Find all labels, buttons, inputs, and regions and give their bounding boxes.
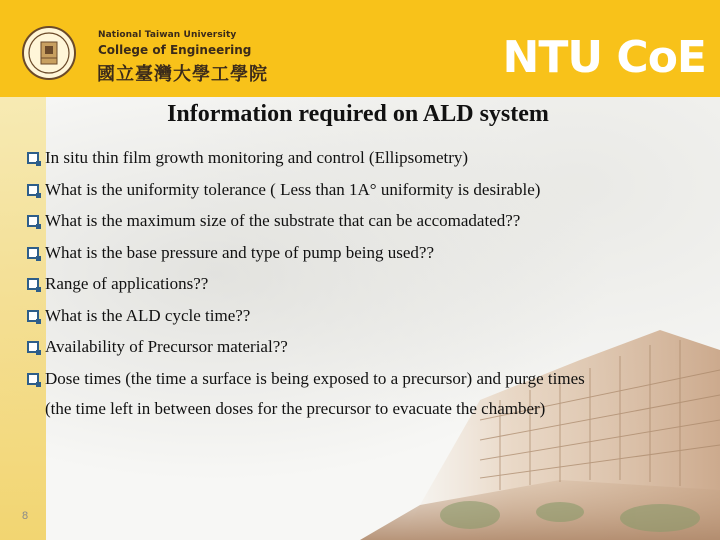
list-item xyxy=(27,367,707,430)
list-item xyxy=(27,304,707,336)
checkbox-bullet-icon xyxy=(27,215,39,227)
bullet-list xyxy=(27,146,707,430)
chinese-college-name: 國立臺灣大學工學院 xyxy=(97,64,268,85)
college-name: College of Engineering xyxy=(98,43,252,57)
slide-title: Information required on ALD system xyxy=(167,101,549,127)
header-banner xyxy=(0,0,720,97)
list-item xyxy=(27,209,707,241)
checkbox-bullet-icon xyxy=(27,184,39,196)
checkbox-bullet-icon xyxy=(27,152,39,164)
checkbox-bullet-icon xyxy=(27,278,39,290)
list-item xyxy=(27,335,707,367)
bullet-text: What is the maximum size of the substrate that can be accomadated?? xyxy=(45,211,521,230)
bullet-text: What is the ALD cycle time?? xyxy=(45,305,251,325)
checkbox-bullet-icon xyxy=(27,341,39,353)
checkbox-bullet-icon xyxy=(27,310,39,322)
bullet-text: What is the base pressure and type of pump being used?? xyxy=(45,242,434,262)
bullet-text: Availability of Precursor material?? xyxy=(45,337,288,356)
page-number: 8 xyxy=(22,510,29,522)
university-name: National Taiwan University xyxy=(98,30,237,40)
list-item xyxy=(27,272,707,304)
bullet-text: What is the uniformity tolerance ( Less than 1A° uniformity is desirable) xyxy=(45,179,541,199)
university-seal-icon xyxy=(22,26,76,80)
bullet-text: Range of applications?? xyxy=(45,274,209,293)
brand-logo: NTU CoE xyxy=(502,32,706,83)
list-item xyxy=(27,146,707,178)
bullet-continuation-text: (the time left in between doses for the precursor to evacuate the chamber) xyxy=(45,398,546,418)
list-item xyxy=(27,241,707,273)
bullet-text: In situ thin film growth monitoring and control (Ellipsometry) xyxy=(45,148,469,167)
checkbox-bullet-icon xyxy=(27,247,39,259)
list-item xyxy=(27,178,707,210)
checkbox-bullet-icon xyxy=(27,373,39,385)
bullet-text: Dose times (the time a surface is being exposed to a precursor) and purge times xyxy=(45,368,585,388)
